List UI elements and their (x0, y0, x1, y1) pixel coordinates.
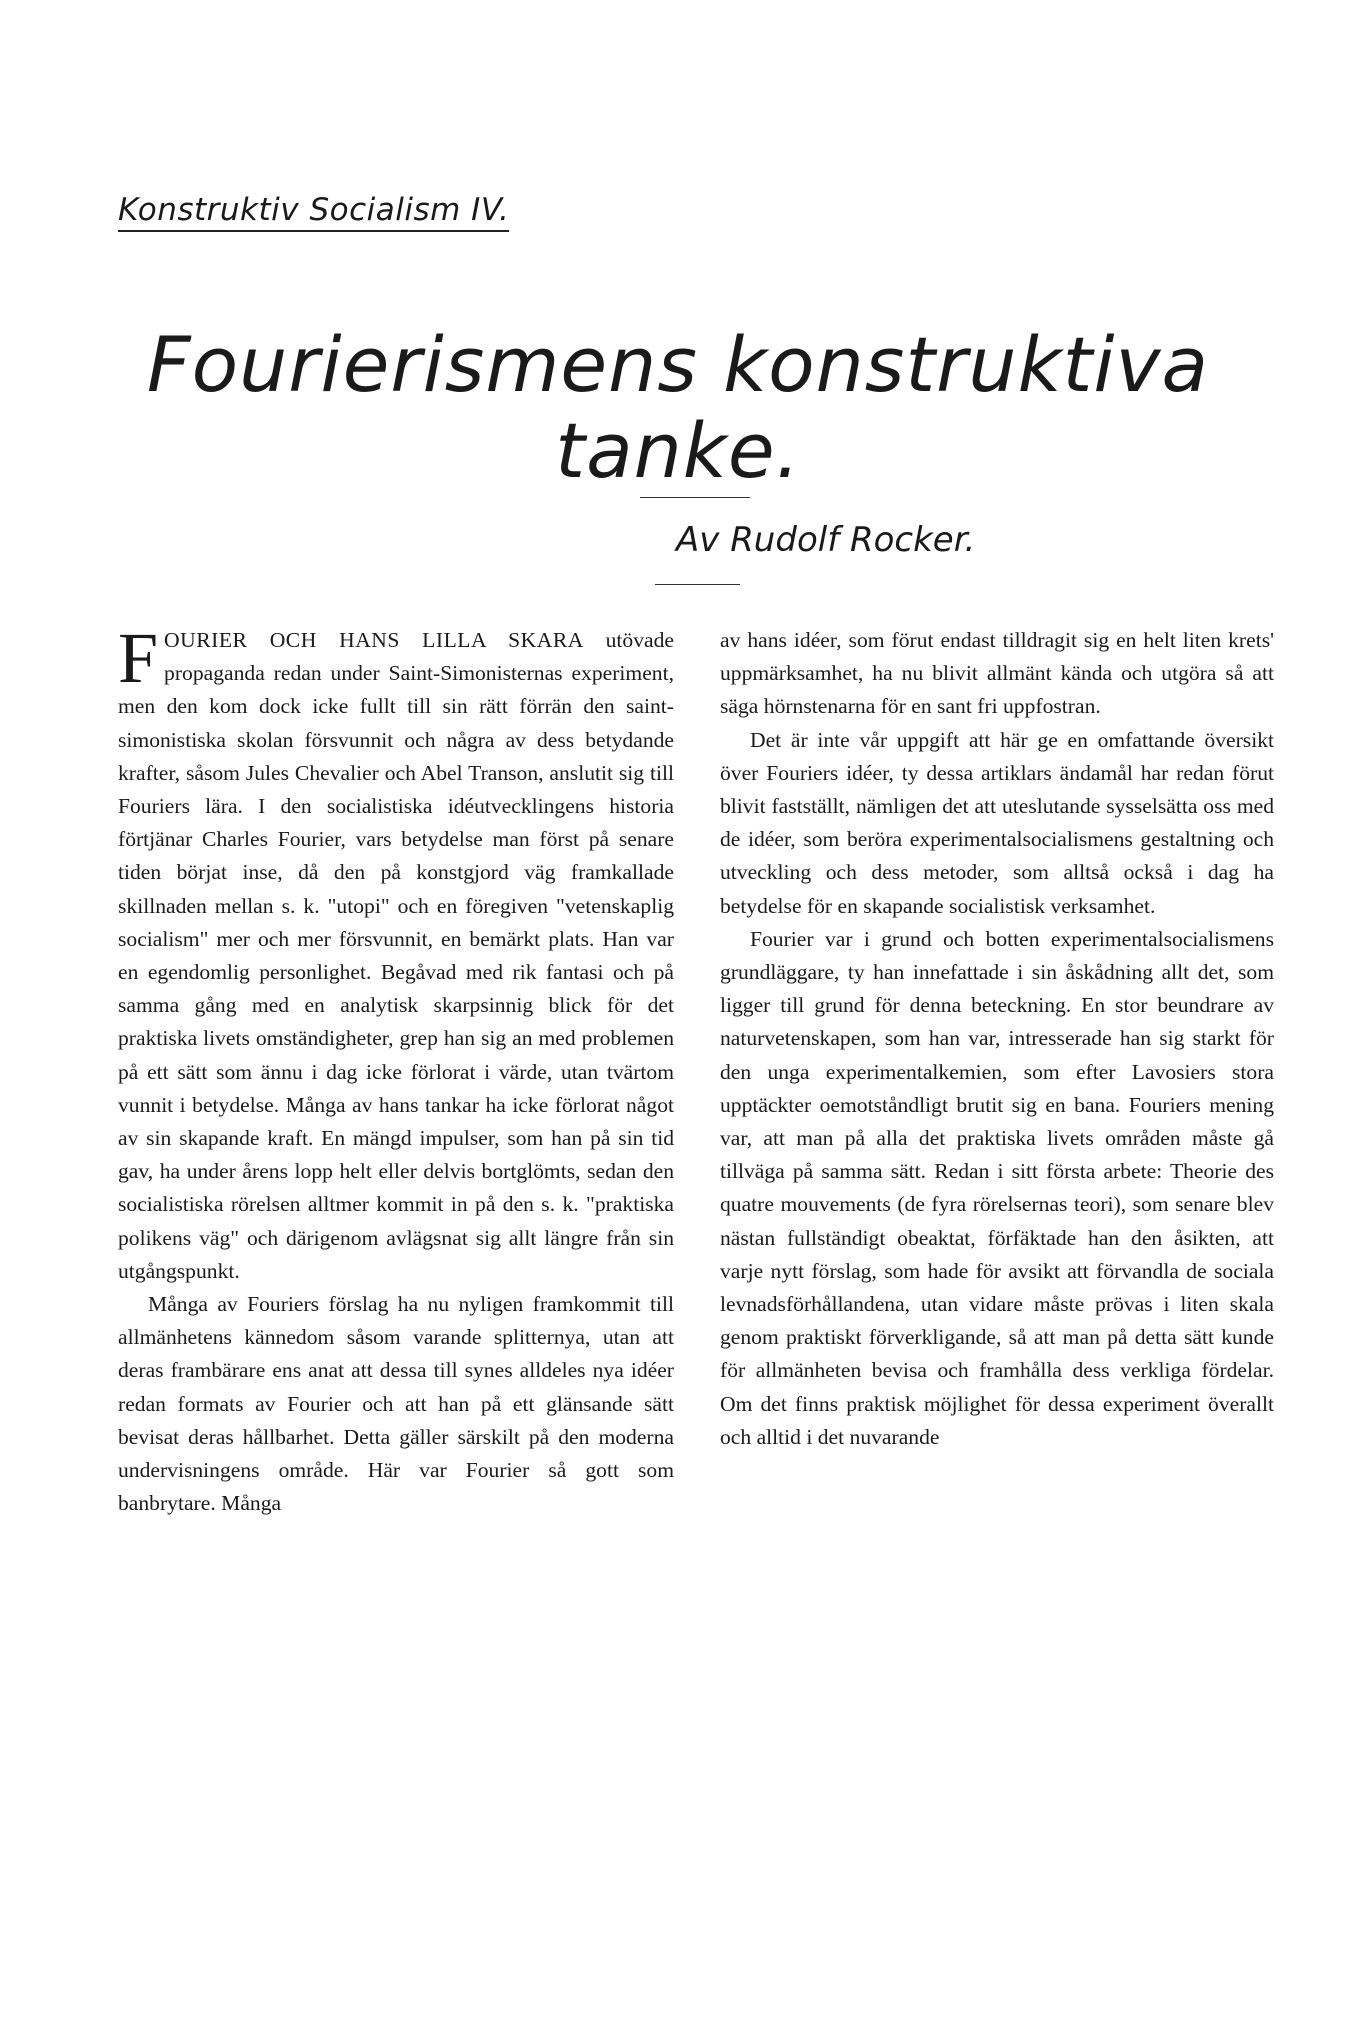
title-line-2: tanke. (555, 406, 801, 495)
paragraph: Det är inte vår uppgift att här ge en omfattande översikt över Fouriers idéer, ty dessa artiklars ändamål har redan förut blivit fastställt, nämligen det att uteslutande sysselsätta oss med de idéer, som beröra experimentalsocialismens gestaltning och utveckling och dess metoder, som alltså också i dag ha betydelse för en skapande socialistisk verksamhet. (720, 727, 1274, 918)
paragraph-text: utövade propaganda redan under Saint-Simonisternas experiment, men den kom dock icke fullt till sin rätt förrän den saint-simonistiska skolan försvunnit och några av dess betydande krafter, såsom Jules Chevalier och Abel Transon, anslutit sig till Fouriers lära. I den socialistiska idéutvecklingens historia förtjänar Charles Fourier, vars betydelse man först på senare tiden börjat inse, då den på konstgjord väg framkallade skillnaden mellan s. k. "utopi" och en föregiven "vetenskaplig socialism" mer och mer försvunnit, en bemärkt plats. Han var en egendomlig personlighet. Begåvad med rik fantasi och på samma gång med en analytisk skarpsinnig blick för det praktiska livets omständigheter, grep han sig an med problemen på ett sätt som ännu i dag icke förlorat i värde, utan tvärtom vunnit i betydelse. Många av hans tankar ha icke förlorat något av sin skapande kraft. En mängd impulser, som han på sin tid gav, ha under årens lopp helt eller delvis bortglömts, sedan den socialistiska rörelsen alltmer kommit in på den s. k. "praktiska polikens väg" och därigenom avlägsnat sig allt längre från sin utgångspunkt. (118, 628, 674, 1283)
paragraph (118, 618, 674, 1288)
drop-cap: F (118, 618, 159, 698)
title-divider-bottom (655, 584, 740, 585)
left-column (118, 618, 674, 1520)
paragraph: Många av Fouriers förslag ha nu nyligen framkommit till allmänhetens kännedom såsom varande splitternya, utan att deras frambärare ens anat att dessa till synes alldeles nya idéer redan formats av Fourier och att han på ett glänsande sätt bevisat deras hållbarhet. Detta gäller särskilt på den moderna undervisningens område. Här var Fourier så gott som banbrytare. Många (118, 1292, 674, 1516)
right-column (720, 624, 1274, 1454)
byline: Av Rudolf Rocker. (676, 520, 976, 560)
title-line-1: Fourierismens konstruktiva (146, 320, 1210, 409)
lead-in-caps: OURIER OCH HANS LILLA SKARA (164, 628, 584, 652)
article-title (118, 322, 1238, 494)
paragraph: av hans idéer, som förut endast tilldragit sig en helt liten krets' uppmärksamhet, ha nu blivit allmänt kända och utgöra så att säga hörnstenarna för en sant fri uppfostran. (720, 628, 1274, 719)
series-heading: Konstruktiv Socialism IV. (118, 192, 509, 232)
paragraph: Fourier var i grund och botten experimentalsocialismens grundläggare, ty han innefattade i sin åskådning allt det, som ligger till grund för denna beteckning. En stor beundrare av naturvetenskapen, som han var, intresserade han sig starkt för den unga experimentalkemien, som efter Lavosiers stora upptäckter oemotståndligt brutit sig en bana. Fouriers mening var, att man på alla det praktiska livets områden måste gå tillväga på samma sätt. Redan i sitt första arbete: Theorie des quatre mouvements (de fyra rörelsernas teori), som senare blev nästan fullständigt obeaktat, förfäktade han den åsikten, att varje nytt förslag, som hade för avsikt att förvandla de sociala levnadsförhållandena, utan vidare måste prövas i liten skala genom praktiskt förverkligande, så att man på detta sätt kunde för allmänheten bevisa och framhålla dess verkliga fördelar. Om det finns praktisk möjlighet för dessa experiment överallt och alltid i det nuvarande (720, 926, 1274, 1449)
title-divider-top (640, 497, 750, 498)
